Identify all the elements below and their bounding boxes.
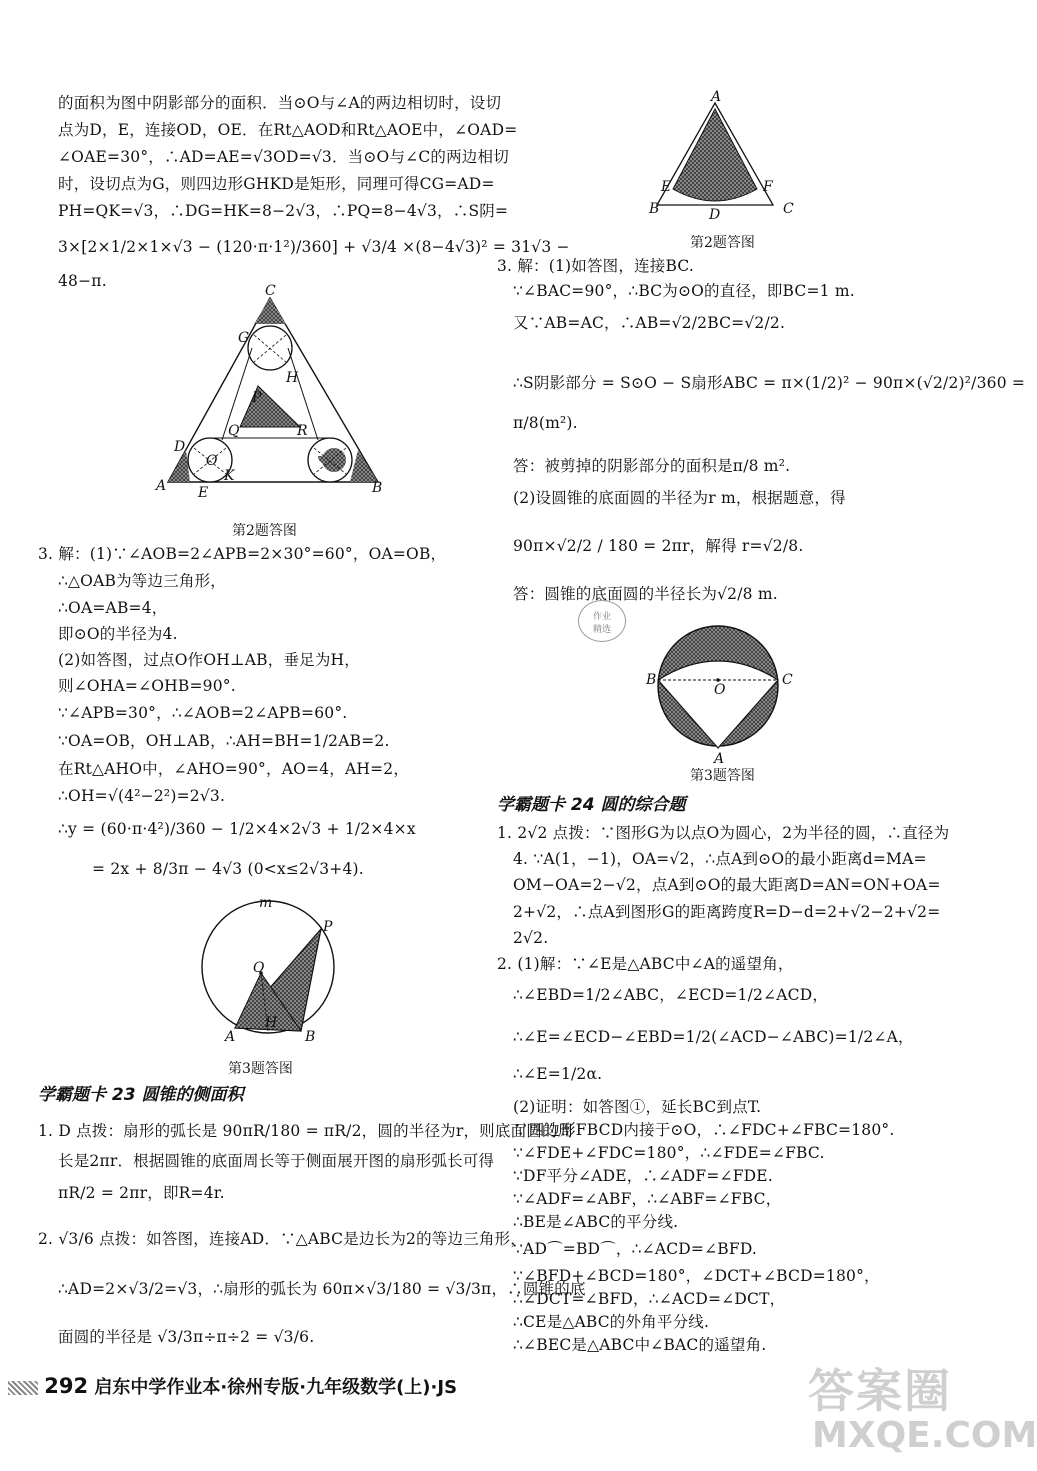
fig-label: R: [297, 423, 308, 439]
text-line: ∵OA=OB，OH⊥AB，∴AH=BH=1/2AB=2.: [58, 732, 390, 750]
fig-label: P: [323, 919, 333, 935]
text-line: ∵DF平分∠ADE，∴∠ADF=∠FDE.: [513, 1167, 773, 1185]
text-line: ∵∠BFD+∠BCD=180°，∠DCT+∠BCD=180°，: [513, 1267, 880, 1285]
fig-label: A: [714, 751, 725, 767]
text-line: ∵AD⌒=BD⌒，∴∠ACD=∠BFD.: [513, 1240, 758, 1258]
footer-pattern-icon: [8, 1381, 38, 1395]
text-line: 2. √3/6 点拨：如答图，连接AD．∵△ABC是边长为2的等边三角形，: [38, 1230, 526, 1248]
stamp-text: 作业: [592, 612, 611, 622]
fig-label: D: [709, 207, 721, 223]
text-line: π/8(m²).: [513, 414, 578, 432]
fig-label: P: [252, 390, 262, 406]
fig-label: B: [372, 480, 383, 496]
text-line: 点为D，E，连接OD，OE．在Rt△AOD和Rt△AOE中，∠OAD=: [58, 121, 518, 139]
text-line: ∵四边形FBCD内接于⊙O，∴∠FDC+∠FBC=180°.: [513, 1121, 895, 1139]
fig-label: E: [661, 179, 672, 195]
watermark-url: MXQE.COM: [812, 1415, 1037, 1456]
text-line: 的面积为图中阴影部分的面积．当⊙O与∠A的两边相切时，设切: [58, 94, 502, 112]
text-line: 1. D 点拨：扇形的弧长是 90πR/180 = πR/2，圆的半径为r，则底面圆的周: [38, 1122, 574, 1140]
text-line: 时，设切点为G，则四边形GHKD是矩形，同理可得CG=AD=: [58, 175, 495, 193]
fig3-circle-diagram: [195, 895, 345, 1045]
fig-label: B: [305, 1029, 316, 1045]
text-line: 1. 2√2 点拨：∵图形G为以点O为圆心，2为半径的圆，∴直径为: [497, 824, 950, 842]
text-line: ∵∠BAC=90°，∴BC为⊙O的直径，即BC=1 m.: [513, 282, 855, 300]
text-line: 2. (1)解：∵∠E是△ABC中∠A的遥望角，: [497, 955, 794, 973]
formula-line: ∴S阴影部分 = S⊙O − S扇形ABC = π×(1/2)² − 90π×(√2/2)²/360 =: [513, 374, 1026, 392]
fig-label: B: [646, 672, 657, 688]
text-line: ∴∠E=∠ECD−∠EBD=1/2(∠ACD−∠ABC)=1/2∠A，: [513, 1028, 914, 1046]
text-line: PH=QK=√3，∴DG=HK=8−2√3，∴PQ=8−4√3，∴S阴=: [58, 202, 509, 220]
text-line: 答：圆锥的底面圆的半径长为√2/8 m.: [513, 585, 778, 603]
fig-label: F: [763, 179, 773, 195]
fig-label: B: [649, 201, 660, 217]
text-line: ∴∠E=1/2α.: [513, 1065, 603, 1083]
text-line: ∴∠DCT=∠BFD，∴∠ACD=∠DCT，: [513, 1290, 786, 1308]
page-number: 292: [44, 1374, 89, 1398]
book-title: 启东中学作业本·徐州专版·九年级数学(上)·JS: [94, 1377, 458, 1398]
text-line: ∴OA=AB=4，: [58, 599, 168, 617]
text-line: ∴BE是∠ABC的平分线.: [513, 1213, 679, 1231]
figure-caption: 第3题答图: [690, 768, 755, 784]
fig-label: Q: [228, 423, 240, 439]
fig-label: D: [174, 439, 186, 455]
text-line: ∵∠FDE+∠FDC=180°，∴∠FDE=∠FBC.: [513, 1144, 825, 1162]
fig-label: E: [198, 485, 209, 501]
text-line: ∴AD=2×√3/2=√3，∴扇形的弧长为 60π×√3/180 = √3/3π，∴圆锥的底: [58, 1280, 586, 1298]
section-title: 学霸题卡 23 圆锥的侧面积: [38, 1085, 244, 1105]
fig2-sector-diagram: [645, 89, 805, 223]
stamp-logo: [578, 600, 626, 642]
fig-label: A: [711, 89, 722, 105]
text-line: 则∠OHA=∠OHB=90°.: [58, 677, 236, 695]
text-line: ∠OAE=30°，∴AD=AE=√3OD=√3．当⊙O与∠C的两边相切: [58, 148, 509, 166]
formula-line: 90π×√2/2 / 180 = 2πr，解得 r=√2/8.: [513, 537, 804, 555]
stamp-text: 精选: [592, 625, 611, 635]
text-line: 3. 解：(1)∵∠AOB=2∠APB=2×30°=60°，OA=OB，: [38, 545, 447, 563]
text-line: ∴CE是△ABC的外角平分线.: [513, 1313, 710, 1331]
figure-caption: 第2题答图: [232, 523, 297, 539]
fig-label: O: [714, 682, 726, 698]
fig-label: K: [224, 468, 235, 484]
text-line: 4. ∵A(1，−1)，OA=√2，∴点A到⊙O的最小距离d=MA=: [513, 850, 927, 868]
text-line: ∴∠EBD=1/2∠ABC，∠ECD=1/2∠ACD，: [513, 986, 829, 1004]
formula-line: 3×[2×1/2×1×√3 − (120·π·1²)/360] + √3/4 ×(8−4√3)² = 31√3 −: [58, 238, 570, 256]
text-line: 面圆的半径是 √3/3π÷π÷2 = √3/6.: [58, 1328, 315, 1346]
text-line: 48−π.: [58, 272, 107, 290]
text-line: 2+√2，∴点A到图形G的距离跨度R=D−d=2+√2−2+√2=: [513, 903, 941, 921]
watermark-logo: 答案圈: [808, 1364, 952, 1418]
fig-label: C: [782, 672, 793, 688]
text-line: 又∵AB=AC，∴AB=√2/2BC=√2/2.: [513, 314, 786, 332]
figure-caption: 第3题答图: [228, 1061, 293, 1077]
fig-label: H: [286, 370, 299, 386]
text-line: ∴OH=√(4²−2²)=2√3.: [58, 787, 226, 805]
text-line: 3. 解：(1)如答图，连接BC.: [497, 257, 694, 275]
fig3-circle-sector-diagram: [640, 620, 800, 765]
text-line: 在Rt△AHO中，∠AHO=90°，AO=4，AH=2，: [58, 760, 410, 778]
text-line: 即⊙O的半径为4.: [58, 625, 178, 643]
text-line: ∴△OAB为等边三角形，: [58, 572, 226, 590]
fig-label: A: [156, 478, 167, 494]
fig-label: C: [265, 283, 276, 299]
text-line: 答：被剪掉的阴影部分的面积是π/8 m².: [513, 457, 791, 475]
fig-label: C: [783, 201, 794, 217]
fig-label: H: [265, 1015, 278, 1031]
page-footer: [8, 1373, 457, 1399]
text-line: (2)设圆锥的底面圆的半径为r m，根据题意，得: [513, 489, 846, 507]
text-line: ∴∠BEC是△ABC中∠BAC的遥望角.: [513, 1336, 767, 1354]
figure-caption: 第2题答图: [690, 235, 755, 251]
text-line: OM−OA=2−√2，点A到⊙O的最大距离D=AN=ON+OA=: [513, 876, 941, 894]
fig-label: G: [238, 330, 250, 346]
text-line: ∵∠APB=30°，∴∠AOB=2∠APB=60°.: [58, 704, 348, 722]
text-line: (2)如答图，过点O作OH⊥AB，垂足为H，: [58, 651, 360, 669]
text-line: (2)证明：如答图①，延长BC到点T.: [513, 1098, 762, 1116]
fig2-triangle-diagram: [150, 283, 390, 501]
fig-label: O: [206, 453, 218, 469]
text-line: 2√2.: [513, 929, 549, 947]
formula-line: = 2x + 8/3π − 4√3 (0<x≤2√3+4).: [92, 860, 364, 878]
formula-line: ∴y = (60·π·4²)/360 − 1/2×4×2√3 + 1/2×4×x: [58, 820, 416, 838]
text-line: ∵∠ADF=∠ABF，∴∠ABF=∠FBC，: [513, 1190, 782, 1208]
section-title: 学霸题卡 24 圆的综合题: [497, 795, 686, 815]
fig-label: O: [253, 960, 265, 976]
text-line: 长是2πr．根据圆锥的底面周长等于侧面展开图的扇形弧长可得: [58, 1152, 495, 1170]
text-line: πR/2 = 2πr，即R=4r.: [58, 1184, 225, 1202]
fig-label: A: [225, 1029, 236, 1045]
fig-label: m: [259, 895, 273, 911]
